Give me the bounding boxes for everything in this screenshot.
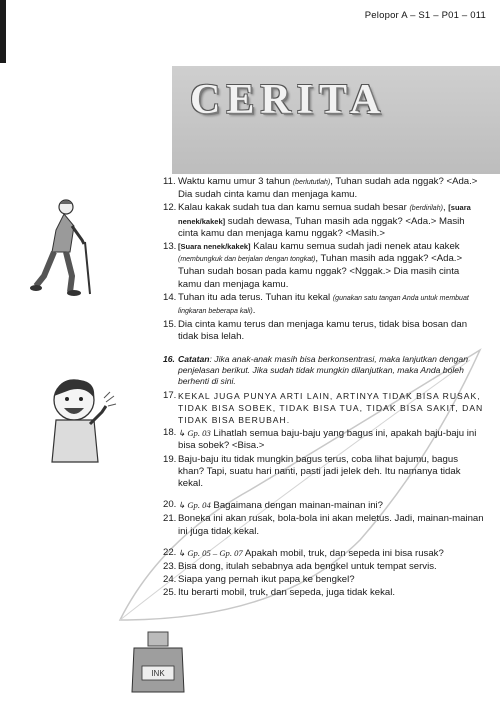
ink-label: INK — [151, 669, 165, 678]
left-edge-bar — [0, 0, 6, 63]
list-item: 14. Tuhan itu ada terus. Tuhan itu kekal (gunakan satu tangan Anda untuk membuat lingkaran beberapa kali). — [163, 291, 469, 317]
list-item: 12. Kalau kakak sudah tua dan kamu semua sudah besar (berdirilah), [suara nenek/kakek] sudah dewasa, Tuhan masih ada nggak? <Ada.> Masih cinta kamu dan menjaga kamu nggak? <Masih.> — [163, 202, 471, 239]
page-title: CERITA — [190, 77, 387, 123]
ink-bottle-illustration — [128, 630, 188, 698]
teacher-note: 16. Catatan: Jika anak-anak masih bisa berkonsentrasi, maka lanjutkan dengan penjelasan berikut. Jika sudah tidak mungkin dilanjutkan, maka Anda boleh berhenti di sini. — [163, 353, 468, 386]
list-item: 11. Waktu kamu umur 3 tahun (berlututlah), Tuhan sudah ada nggak? <Ada.> Dia sudah cinta kamu dan menjaga kamu. — [163, 176, 478, 201]
list-item: 20. ↳ Gp. 04 Bagaimana dengan mainan-mainan ini? — [163, 499, 384, 512]
list-item: 22. ↳ Gp. 05 – Gp. 07 Apakah mobil, truk, dan sepeda ini bisa rusak? — [163, 546, 444, 559]
page-reference: Pelopor A – S1 – P01 – 011 — [364, 10, 486, 21]
list-item: 25. Itu berarti mobil, truk, dan sepeda, juga tidak kekal. — [163, 587, 396, 599]
list-item: 24. Siapa yang pernah ikut papa ke bengkel? — [163, 574, 355, 586]
list-item: 15. Dia cinta kamu terus dan menjaga kamu terus, tidak bisa bosan dan tidak bisa lelah. — [163, 319, 468, 343]
old-man-illustration — [30, 196, 102, 300]
list-item: 19. Baju-baju itu tidak mungkin bagus terus, coba lihat bajumu, bagus khan? Tapi, suatu hari nanti, pasti jadi jelek deh. Itu namanya tidak kekal. — [163, 453, 461, 490]
list-item: 17. KEKAL JUGA PUNYA ARTI LAIN, ARTINYA TIDAK BISA RUSAK, TIDAK BISA SOBEK, TIDAK BISA TUA, TIDAK BISA SAKIT, DAN TIDAK BISA BERUBAH. — [163, 389, 484, 426]
story-content — [163, 176, 485, 601]
list-item: 21. Boneka ini akan rusak, bola-bola ini akan meletus. Jadi, mainan-mainan ini juga tidak kekal. — [163, 513, 484, 537]
list-item: 13. [Suara nenek/kakek] Kalau kamu semua sudah jadi nenek atau kakek (membungkuk dan berjalan dengan tongkat), Tuhan masih ada nggak? <Ada.> Tuhan sudah bosan pada kamu nggak? <Nggak.> Dia masih cinta kamu dan menjaga kamu. — [163, 241, 463, 290]
list-item: 18. ↳ Gp. 03 Lihatlah semua baju-baju yang bagus ini, apakah baju-baju ini bisa sobek? <Bisa.> — [163, 427, 477, 452]
list-item: 23. Bisa dong, itulah sebabnya ada bengkel untuk tempat servis. — [163, 561, 437, 573]
